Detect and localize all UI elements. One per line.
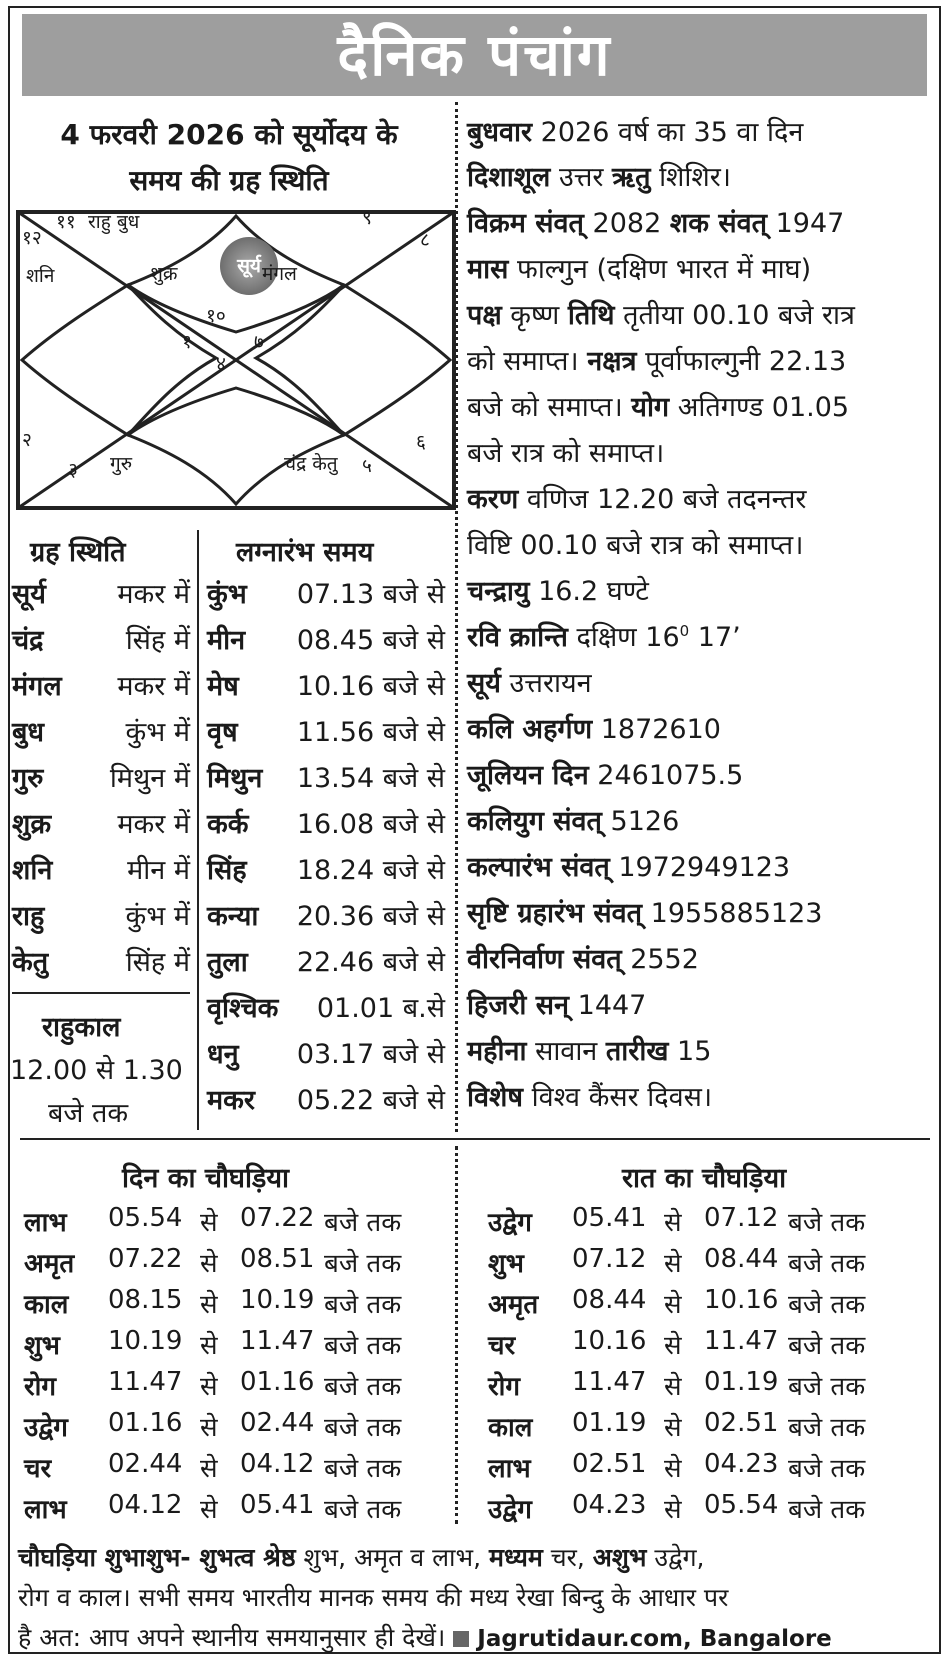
choghadiya-se: से <box>664 1208 682 1238</box>
graha-row <box>12 666 190 706</box>
choghadiya-from: 07.22 <box>108 1244 183 1274</box>
choghadiya-to: 05.54 <box>704 1490 779 1520</box>
planets-chandra-ketu: चंद्र केतु <box>284 453 338 475</box>
choghadiya-to: 08.51 <box>240 1244 315 1274</box>
graha-planet: राहु <box>12 901 45 932</box>
choghadiya-se: से <box>200 1413 218 1443</box>
choghadiya-name: चर <box>24 1454 52 1484</box>
lagna-rashi: धनु <box>207 1039 239 1070</box>
lagna-row <box>207 712 445 752</box>
planet-guru: गुरु <box>110 453 133 475</box>
choghadiya-to: 10.19 <box>240 1285 315 1315</box>
info-dishashool-line: दिशाशूल उत्तर ऋतु शिशिर। <box>467 162 732 193</box>
page-title: दैनिक पंचांग <box>22 14 927 96</box>
choghadiya-tak: बजे तक <box>324 1454 402 1484</box>
house-2: २ <box>22 429 32 451</box>
lagna-rashi: मीन <box>207 625 246 656</box>
lagna-rashi: मेष <box>207 671 239 702</box>
choghadiya-to: 02.51 <box>704 1408 779 1438</box>
choghadiya-to: 04.23 <box>704 1449 779 1479</box>
choghadiya-se: से <box>664 1290 682 1320</box>
choghadiya-tak: बजे तक <box>788 1372 866 1402</box>
info-veernirvan-line: वीरनिर्वाण संवत् 2552 <box>467 944 699 975</box>
choghadiya-to: 05.41 <box>240 1490 315 1520</box>
choghadiya-tak: बजे तक <box>324 1290 402 1320</box>
choghadiya-row <box>488 1244 888 1284</box>
lagna-time: 22.46 बजे से <box>296 947 445 978</box>
choghadiya-name: रोग <box>24 1372 57 1402</box>
lagna-row <box>207 574 445 614</box>
house-6: ६ <box>416 431 426 453</box>
choghadiya-tak: बजे तक <box>788 1208 866 1238</box>
lagna-rashi: मिथुन <box>207 763 263 794</box>
info-yog-end-line: बजे रात्र को समाप्त। <box>467 438 665 469</box>
choghadiya-row <box>24 1244 424 1284</box>
graha-lagna-divider <box>197 530 199 1130</box>
choghadiya-name: अमृत <box>24 1249 75 1279</box>
house-8: ८ <box>420 229 430 251</box>
night-choghadiya-heading: रात का चौघड़िया <box>622 1163 787 1194</box>
choghadiya-se: से <box>200 1331 218 1361</box>
house-12: १२ <box>22 227 42 249</box>
choghadiya-row <box>24 1326 424 1366</box>
lagna-rashi: तुला <box>207 947 248 978</box>
footer-line3: है अत: आप अपने स्थानीय समयानुसार ही देखें। Jagrutidaur.com, Bangalore <box>18 1623 832 1652</box>
choghadiya-name: काल <box>488 1413 533 1443</box>
choghadiya-se: से <box>200 1208 218 1238</box>
choghadiya-to: 07.22 <box>240 1203 315 1233</box>
choghadiya-tak: बजे तक <box>788 1413 866 1443</box>
chart-title <box>14 112 444 204</box>
graha-planet: शुक्र <box>12 809 52 840</box>
rahukaal-heading: राहुकाल <box>42 1012 121 1043</box>
choghadiya-from: 11.47 <box>108 1367 183 1397</box>
info-julian-line: जूलियन दिन 2461075.5 <box>467 760 744 791</box>
house-9: ९ <box>362 207 372 229</box>
choghadiya-name: अमृत <box>488 1290 539 1320</box>
choghadiya-se: से <box>664 1454 682 1484</box>
lagna-row <box>207 850 445 890</box>
choghadiya-from: 08.44 <box>572 1285 647 1315</box>
graha-sign: कुंभ में <box>125 717 190 748</box>
info-weekday-line: बुधवार 2026 वर्ष का 35 वा दिन <box>467 117 804 148</box>
choghadiya-se: से <box>200 1290 218 1320</box>
graha-row <box>12 620 190 660</box>
rahukaal-divider <box>12 992 190 994</box>
planet-surya: सूर्य <box>220 237 278 295</box>
choghadiya-from: 02.44 <box>108 1449 183 1479</box>
choghadiya-name: शुभ <box>24 1331 60 1361</box>
choghadiya-se: से <box>200 1372 218 1402</box>
info-mahina-line: महीना सावान तारीख 15 <box>467 1036 712 1067</box>
choghadiya-se: से <box>664 1249 682 1279</box>
graha-planet: बुध <box>12 717 45 748</box>
choghadiya-from: 04.12 <box>108 1490 183 1520</box>
graha-sign: मिथुन में <box>109 763 190 794</box>
info-nakshatra-line: को समाप्त। नक्षत्र पूर्वाफाल्गुनी 22.13 <box>467 346 847 377</box>
house-3: ३ <box>68 459 78 481</box>
lagna-rashi: वृश्चिक <box>207 993 279 1024</box>
graha-planet: गुरु <box>12 763 44 794</box>
info-kaliyug-line: कलियुग संवत् 5126 <box>467 806 680 837</box>
lagna-rashi: कन्या <box>207 901 259 932</box>
choghadiya-name: उद्वेग <box>488 1495 532 1525</box>
planet-shukra: शुक्र <box>150 263 178 285</box>
lagna-time: 20.36 बजे से <box>296 901 445 932</box>
choghadiya-tak: बजे तक <box>324 1495 402 1525</box>
lagna-time: 07.13 बजे से <box>296 579 445 610</box>
choghadiya-from: 08.15 <box>108 1285 183 1315</box>
lagna-time: 16.08 बजे से <box>296 809 445 840</box>
info-vishesh-line: विशेष विश्व कैंसर दिवस। <box>467 1082 713 1113</box>
info-srishti-line: सृष्टि ग्रहारंभ संवत् 1955885123 <box>467 898 823 929</box>
lagna-time: 03.17 बजे से <box>296 1039 445 1070</box>
choghadiya-row <box>24 1367 424 1407</box>
choghadiya-divider <box>20 1138 930 1140</box>
choghadiya-se: से <box>664 1331 682 1361</box>
choghadiya-row <box>488 1203 888 1243</box>
choghadiya-se: से <box>664 1413 682 1443</box>
info-paksha-line: पक्ष कृष्ण तिथि तृतीया 00.10 बजे रात्र <box>467 300 855 331</box>
choghadiya-row <box>488 1408 888 1448</box>
chart-title-line2: समय की ग्रह स्थिति <box>129 164 329 197</box>
column-divider-dotted <box>455 102 458 1132</box>
info-hijri-line: हिजरी सन् 1447 <box>467 990 647 1021</box>
graha-planet: सूर्य <box>12 579 46 610</box>
choghadiya-se: से <box>664 1495 682 1525</box>
kundali-chart <box>16 207 456 510</box>
graha-row <box>12 574 190 614</box>
choghadiya-row <box>24 1408 424 1448</box>
graha-sign: मकर में <box>117 579 190 610</box>
info-ravi-kranti-line: रवि क्रान्ति दक्षिण $16^0$ 17’ <box>467 622 741 653</box>
choghadiya-tak: बजे तक <box>788 1290 866 1320</box>
choghadiya-row <box>488 1490 888 1530</box>
graha-planet: मंगल <box>12 671 62 702</box>
graha-sign: सिंह में <box>125 625 190 656</box>
planet-shani: शनि <box>26 265 55 287</box>
graha-row <box>12 712 190 752</box>
choghadiya-name: शुभ <box>488 1249 524 1279</box>
graha-row <box>12 896 190 936</box>
choghadiya-row <box>488 1367 888 1407</box>
choghadiya-tak: बजे तक <box>788 1249 866 1279</box>
graha-row <box>12 758 190 798</box>
info-kali-ahargan-line: कलि अहर्गण 1872610 <box>467 714 721 745</box>
graha-sign: मकर में <box>117 809 190 840</box>
graha-sign: मीन में <box>127 855 190 886</box>
choghadiya-tak: बजे तक <box>788 1454 866 1484</box>
lagna-row <box>207 804 445 844</box>
planets-rahu-budh: राहु बुध <box>88 211 140 233</box>
choghadiya-from: 04.23 <box>572 1490 647 1520</box>
lagna-time: 01.01 ब.से <box>316 993 445 1024</box>
lagna-time: 05.22 बजे से <box>296 1085 445 1116</box>
choghadiya-from: 01.19 <box>572 1408 647 1438</box>
choghadiya-row <box>24 1203 424 1243</box>
choghadiya-name: लाभ <box>24 1495 67 1525</box>
info-karan-line: करण वणिज 12.20 बजे तदनन्तर <box>467 484 807 515</box>
choghadiya-tak: बजे तक <box>324 1331 402 1361</box>
lagna-heading: लग्नारंभ समय <box>236 537 374 568</box>
choghadiya-from: 11.47 <box>572 1367 647 1397</box>
graha-planet: केतु <box>12 947 49 978</box>
info-yog-line: बजे को समाप्त। योग अतिगण्ड 01.05 <box>467 392 850 423</box>
chart-title-line1: 4 फरवरी 2026 को सूर्योदय के <box>60 118 398 151</box>
choghadiya-row <box>488 1285 888 1325</box>
choghadiya-to: 10.16 <box>704 1285 779 1315</box>
choghadiya-se: से <box>200 1249 218 1279</box>
planet-mangal: मंगल <box>262 263 297 285</box>
graha-sign: सिंह में <box>125 947 190 978</box>
house-7: ७ <box>254 331 264 353</box>
graha-planet: शनि <box>12 855 53 886</box>
choghadiya-row <box>24 1449 424 1489</box>
choghadiya-from: 01.16 <box>108 1408 183 1438</box>
info-chandrayu-line: चन्द्रायु 16.2 घण्टे <box>467 576 649 607</box>
lagna-row <box>207 1034 445 1074</box>
footer-note <box>18 1538 933 1659</box>
graha-sign: कुंभ में <box>125 901 190 932</box>
lagna-time: 13.54 बजे से <box>296 763 445 794</box>
info-kalparambh-line: कल्पारंभ संवत् 1972949123 <box>467 852 791 883</box>
choghadiya-from: 05.41 <box>572 1203 647 1233</box>
choghadiya-to: 07.12 <box>704 1203 779 1233</box>
lagna-row <box>207 1080 445 1120</box>
lagna-row <box>207 896 445 936</box>
lagna-time: 10.16 बजे से <box>296 671 445 702</box>
square-bullet-icon <box>453 1631 469 1647</box>
choghadiya-row <box>488 1326 888 1366</box>
choghadiya-name: काल <box>24 1290 69 1320</box>
info-maas-line: मास फाल्गुन (दक्षिण भारत में माघ) <box>467 254 812 285</box>
choghadiya-name: उद्वेग <box>24 1413 68 1443</box>
choghadiya-to: 02.44 <box>240 1408 315 1438</box>
lagna-time: 11.56 बजे से <box>296 717 445 748</box>
choghadiya-name: रोग <box>488 1372 521 1402</box>
choghadiya-se: से <box>200 1454 218 1484</box>
lagna-row <box>207 758 445 798</box>
lagna-time: 18.24 बजे से <box>296 855 445 886</box>
choghadiya-row <box>488 1449 888 1489</box>
choghadiya-row <box>24 1285 424 1325</box>
choghadiya-to: 01.16 <box>240 1367 315 1397</box>
graha-planet: चंद्र <box>12 625 44 656</box>
graha-row <box>12 942 190 982</box>
house-4: ४ <box>216 353 226 375</box>
graha-row <box>12 850 190 890</box>
choghadiya-from: 02.51 <box>572 1449 647 1479</box>
choghadiya-to: 04.12 <box>240 1449 315 1479</box>
house-10: १० <box>206 305 226 327</box>
choghadiya-name: लाभ <box>24 1208 67 1238</box>
choghadiya-from: 10.19 <box>108 1326 183 1356</box>
lagna-rashi: सिंह <box>207 855 247 886</box>
choghadiya-from: 10.16 <box>572 1326 647 1356</box>
lagna-time: 08.45 बजे से <box>296 625 445 656</box>
choghadiya-tak: बजे तक <box>324 1413 402 1443</box>
choghadiya-from: 05.54 <box>108 1203 183 1233</box>
house-5: ५ <box>362 455 372 477</box>
rahukaal-suffix: बजे तक <box>48 1098 129 1129</box>
graha-row <box>12 804 190 844</box>
choghadiya-to: 11.47 <box>704 1326 779 1356</box>
choghadiya-tak: बजे तक <box>324 1208 402 1238</box>
credit-text: Jagrutidaur.com, Bangalore <box>477 1626 832 1652</box>
choghadiya-from: 07.12 <box>572 1244 647 1274</box>
choghadiya-to: 08.44 <box>704 1244 779 1274</box>
rahukaal-time: 12.00 से 1.30 <box>10 1055 183 1086</box>
lagna-row <box>207 620 445 660</box>
choghadiya-tak: बजे तक <box>324 1372 402 1402</box>
lagna-rashi: वृष <box>207 717 238 748</box>
lagna-rashi: कर्क <box>207 809 249 840</box>
house-11: ११ <box>56 211 76 233</box>
choghadiya-name: लाभ <box>488 1454 531 1484</box>
choghadiya-to: 01.19 <box>704 1367 779 1397</box>
lagna-row <box>207 988 445 1028</box>
info-samvat-line: विक्रम संवत् 2082 शक संवत् 1947 <box>467 208 845 239</box>
choghadiya-tak: बजे तक <box>324 1249 402 1279</box>
day-choghadiya-heading: दिन का चौघड़िया <box>122 1163 290 1194</box>
graha-sthiti-heading: ग्रह स्थिति <box>30 537 126 568</box>
lagna-rashi: मकर <box>207 1085 255 1116</box>
graha-sign: मकर में <box>117 671 190 702</box>
lagna-rashi: कुंभ <box>207 579 247 610</box>
footer-line1: चौघड़िया शुभाशुभ- शुभत्व श्रेष्ठ शुभ, अमृत व लाभ, मध्यम चर, अशुभ उद्वेग, <box>18 1543 705 1572</box>
lagna-row <box>207 666 445 706</box>
choghadiya-to: 11.47 <box>240 1326 315 1356</box>
choghadiya-row <box>24 1490 424 1530</box>
choghadiya-tak: बजे तक <box>788 1495 866 1525</box>
lagna-row <box>207 942 445 982</box>
choghadiya-tak: बजे तक <box>788 1331 866 1361</box>
house-1: १ <box>182 331 192 353</box>
footer-line2: रोग व काल। सभी समय भारतीय मानक समय की मध्य रेखा बिन्दु के आधार पर <box>18 1583 729 1612</box>
choghadiya-name: उद्वेग <box>488 1208 532 1238</box>
info-surya-line: सूर्य उत्तरायन <box>467 668 592 699</box>
choghadiya-se: से <box>664 1372 682 1402</box>
choghadiya-se: से <box>200 1495 218 1525</box>
choghadiya-column-divider <box>455 1146 458 1524</box>
choghadiya-name: चर <box>488 1331 516 1361</box>
info-vishti-line: विष्टि 00.10 बजे रात्र को समाप्त। <box>467 530 804 561</box>
